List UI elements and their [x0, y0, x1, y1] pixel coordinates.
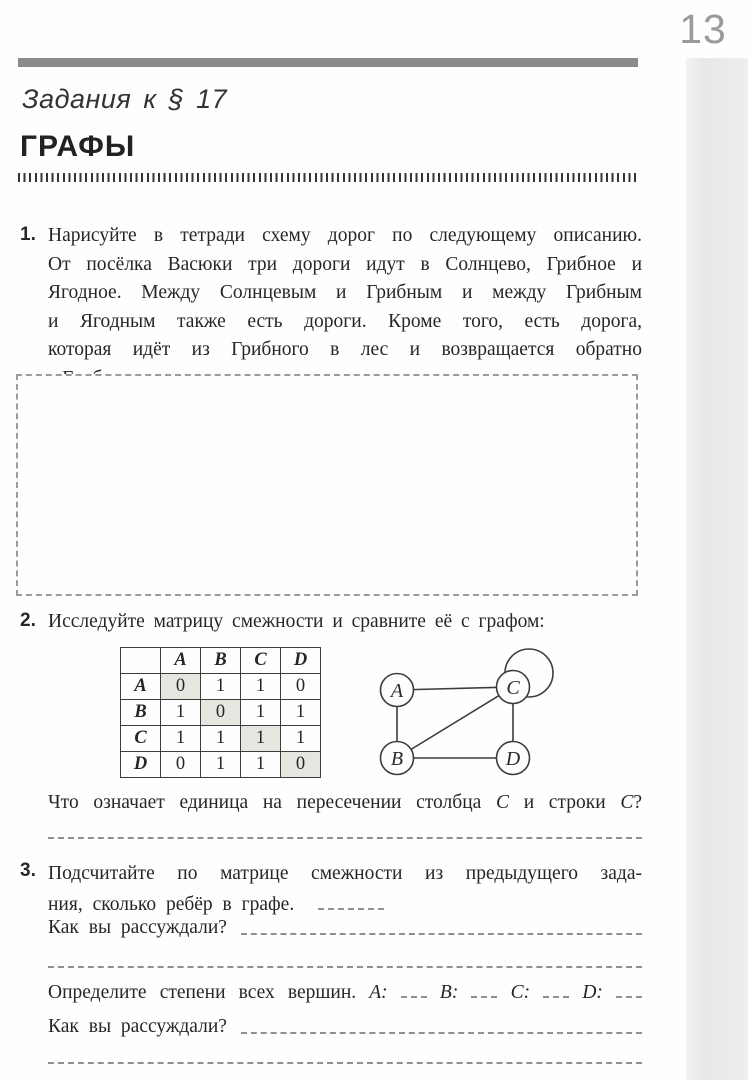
adjacency-matrix-table [120, 647, 321, 778]
question-var-c2: C [620, 792, 634, 813]
matrix-row-label: B [121, 700, 161, 726]
task-3-number: 3. [20, 860, 36, 881]
matrix-col-header: C [241, 648, 281, 674]
matrix-cell: 1 [281, 700, 321, 726]
graph-node-b-label: B [390, 748, 404, 770]
vertex-d-label: D: [582, 982, 603, 1003]
matrix-cell: 1 [241, 674, 281, 700]
matrix-corner-cell [121, 648, 161, 674]
task-1 [20, 222, 642, 393]
matrix-cell: 1 [241, 752, 281, 778]
task-1-line: которая идёт из Грибного в лес и возвращается обратно [48, 339, 642, 360]
answer-blank-edges-count[interactable] [318, 895, 384, 910]
task-3 [20, 858, 642, 920]
matrix-col-header: B [201, 648, 241, 674]
question-mark: ? [633, 792, 642, 813]
section-subtitle: Задания к § 17 [22, 84, 228, 114]
matrix-row [121, 700, 321, 726]
task-3-line1: Подсчитайте по матрице смежности из предыдущего зада- [48, 863, 642, 884]
question-var-c1: C [495, 792, 509, 813]
answer-blank-degree-d[interactable] [616, 983, 642, 998]
answer-line[interactable] [241, 1032, 642, 1034]
page-edge-shadow [686, 58, 748, 1080]
answer-line[interactable] [48, 1062, 642, 1064]
drawing-answer-box[interactable] [16, 374, 638, 596]
matrix-cell: 1 [161, 726, 201, 752]
task-3-line2-text: ния, сколько ребёр в графе. [48, 894, 295, 915]
answer-blank-degree-c[interactable] [543, 983, 569, 998]
matrix-cell: 1 [241, 726, 281, 752]
task-3-line2 [48, 889, 642, 920]
matrix-cell: 1 [281, 726, 321, 752]
header-rule [18, 58, 638, 67]
matrix-cell: 1 [161, 700, 201, 726]
page-number: 13 [679, 6, 727, 52]
task-1-text [48, 222, 642, 393]
task-2-number: 2. [20, 610, 36, 631]
graph-figure [358, 628, 648, 798]
matrix-cell: 1 [201, 726, 241, 752]
matrix-cell: 1 [201, 674, 241, 700]
reasoning-question: Как вы рассуждали? [48, 1016, 227, 1037]
vertex-c-label: C: [510, 982, 531, 1003]
matrix-row-label: D [121, 752, 161, 778]
matrix-row [121, 726, 321, 752]
matrix-cell: 0 [281, 674, 321, 700]
matrix-cell: 1 [241, 700, 281, 726]
task-1-intro: Нарисуйте в тетради схему дорог по следующему описанию. [48, 225, 642, 246]
matrix-header-row [121, 648, 321, 674]
task-3-reasoning-line-2 [48, 1016, 642, 1038]
answer-blank-degree-b[interactable] [471, 983, 497, 998]
question-text: Что означает единица на пересечении столбца [48, 792, 482, 813]
edge-b-c [397, 687, 513, 758]
decorative-stripe-bar [18, 173, 638, 182]
graph-svg [358, 628, 648, 798]
degrees-label: Определите степени всех вершин. [48, 982, 357, 1003]
graph-node-c-label: C [506, 677, 520, 699]
matrix-row [121, 674, 321, 700]
question-text: и строки [523, 792, 606, 813]
task-1-line: и Ягодным также есть дороги. Кроме того, есть дорога, [48, 310, 642, 332]
matrix-cell: 0 [281, 752, 321, 778]
matrix-col-header: D [281, 648, 321, 674]
graph-edges [397, 687, 513, 758]
matrix-cell: 1 [201, 752, 241, 778]
vertex-b-label: B: [439, 982, 459, 1003]
task-1-line: Ягодное. Между Солнцевым и Грибным и между Грибным [48, 282, 642, 303]
answer-blank-degree-a[interactable] [401, 983, 427, 998]
matrix-cell: 0 [161, 752, 201, 778]
edge-a-c [397, 687, 513, 690]
matrix-col-header: A [161, 648, 201, 674]
answer-line[interactable] [48, 837, 642, 839]
task-2-question [48, 792, 642, 814]
matrix-row-label: C [121, 726, 161, 752]
matrix-row [121, 752, 321, 778]
answer-line[interactable] [48, 966, 642, 968]
graph-node-a-label: A [390, 680, 404, 702]
vertex-a-label: A: [369, 982, 388, 1003]
section-title: ГРАФЫ [20, 130, 136, 163]
task-2-intro: Исследуйте матрицу смежности и сравните её с графом: [48, 611, 545, 632]
task-3-degrees-line [48, 982, 642, 1004]
reasoning-question: Как вы рассуждали? [48, 917, 227, 938]
graph-node-d-label: D [505, 748, 521, 770]
task-3-reasoning-line [48, 917, 642, 939]
matrix-cell: 0 [201, 700, 241, 726]
matrix-row-label: A [121, 674, 161, 700]
answer-line[interactable] [241, 933, 642, 935]
task-1-number: 1. [20, 224, 36, 245]
matrix-cell: 0 [161, 674, 201, 700]
task-1-line: От посёлка Васюки три дороги идут в Солнцево, Грибное и [48, 253, 642, 275]
